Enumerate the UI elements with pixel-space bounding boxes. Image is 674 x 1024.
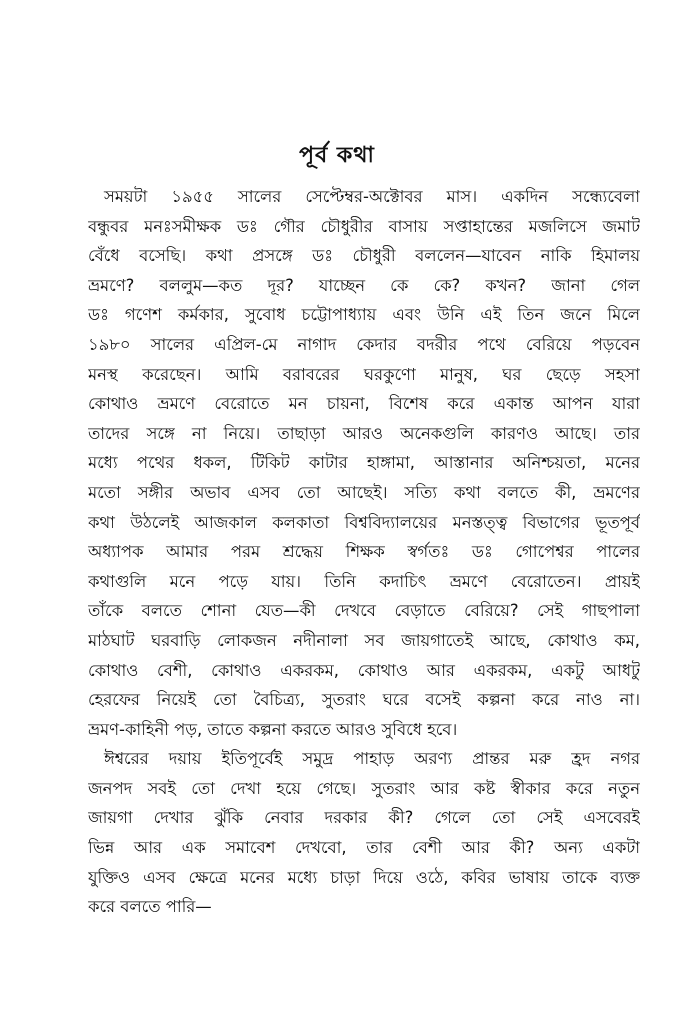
text-line: বন্ধুবর মনঃসমীক্ষক ডঃ গৌর চৌধুরীর বাসায় সপ্তাহান্তের মজলিসে জমাট xyxy=(88,216,640,236)
text-line: জায়গা দেখার ঝুঁকি নেবার দরকার কী? গেলে তো সেই এসবেরই xyxy=(88,808,640,828)
text-line: মতো সঙ্গীর অভাব এসব তো আছেই। সত্যি কথা বলতে কী, ভ্রমণের xyxy=(88,482,640,502)
text-line: করে বলতে পারি— xyxy=(88,897,212,917)
text-line: সময়টা ১৯৫৫ সালের সেপ্টেম্বর-অক্টোবর মাস। একদিন সন্ধ্যেবেলা xyxy=(104,187,640,206)
text-line: তাদের সঙ্গে না নিয়ে। তাছাড়া আরও অনেকগুলি কারণও আছে। তার xyxy=(88,423,640,443)
text-line: মনস্থ করেছেন। আমি বরাবরের ঘরকুণো মানুষ, ঘর ছেড়ে সহসা xyxy=(88,364,640,384)
text-line: জনপদ সবই তো দেখা হয়ে গেছে। সুতরাং আর কষ্ট স্বীকার করে নতুন xyxy=(88,778,640,798)
text-line: কথা উঠলেই আজকাল কলকাতা বিশ্ববিদ্যালয়ের মনস্তত্ত্ব বিভাগের ভূতপূর্ব xyxy=(88,512,640,532)
page-title: পূর্ব কথা xyxy=(299,143,375,168)
text-line: অধ্যাপক আমার পরম শ্রদ্ধেয় শিক্ষক স্বর্গতঃ ডঃ গোপেশ্বর পালের xyxy=(88,542,640,562)
text-line: ভিন্ন আর এক সমাবেশ দেখবো, তার বেশী আর কী? অন্য একটা xyxy=(88,838,640,858)
text-line: যুক্তিও এসব ক্ষেত্রে মনের মধ্যে চাড়া দিয়ে ওঠে, কবির ভাষায় তাকে ব্যক্ত xyxy=(88,867,640,887)
text-line: কোথাও বেশী, কোথাও একরকম, কোথাও আর একরকম, একটু আধটু xyxy=(88,660,640,680)
text-line: ভ্রমণ-কাহিনী পড়, তাতে কল্পনা করতে আরও সুবিধে হবে। xyxy=(88,719,458,739)
text-line: ভ্রমণে? বললুম—কত দূর? যাচ্ছেন কে কে? কখন? জানা গেল xyxy=(88,275,640,295)
text-line: ঈশ্বরের দয়ায় ইতিপূর্বেই সমুদ্র পাহাড় অরণ্য প্রান্তর মরু হ্রদ নগর xyxy=(104,749,640,769)
text-line: তাঁকে বলতে শোনা যেত—কী দেখবে বেড়াতে বেরিয়ে? সেই গাছপালা xyxy=(88,601,640,621)
text-line: বেঁধে বসেছি। কথা প্রসঙ্গে ডঃ চৌধুরী বললেন—যাবেন নাকি হিমালয় xyxy=(88,246,640,266)
text-line: মধ্যে পথের ধকল, টিকিট কাটার হাঙ্গামা, আস্তানার অনিশ্চয়তা, মনের xyxy=(88,453,640,473)
text-line: ১৯৮০ সালের এপ্রিল-মে নাগাদ কেদার বদরীর পথে বেরিয়ে পড়বেন xyxy=(88,334,640,354)
body-text xyxy=(88,182,640,922)
text-line: ডঃ গণেশ কর্মকার, সুবোধ চট্টোপাধ্যায় এবং উনি এই তিন জনে মিলে xyxy=(88,305,640,325)
text-line: কথাগুলি মনে পড়ে যায়। তিনি কদাচিৎ ভ্রমণে বেরোতেন। প্রায়ই xyxy=(88,571,640,591)
text-line: মাঠঘাট ঘরবাড়ি লোকজন নদীনালা সব জায়গাতেই আছে, কোথাও কম, xyxy=(88,630,640,650)
text-line: কোথাও ভ্রমণে বেরোতে মন চায়না, বিশেষ করে একান্ত আপন যারা xyxy=(88,394,640,414)
text-line: হেরফের নিয়েই তো বৈচিত্র্য, সুতরাং ঘরে বসেই কল্পনা করে নাও না। xyxy=(88,690,640,710)
